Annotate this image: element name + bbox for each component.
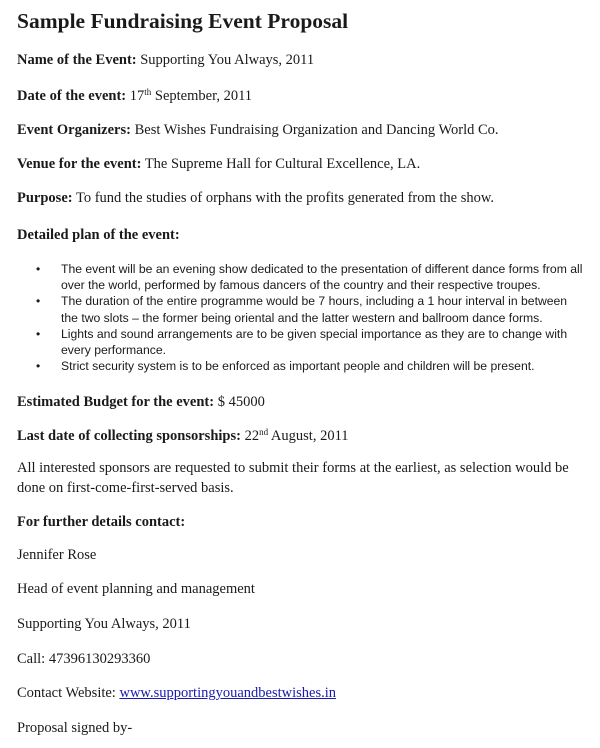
budget-line: [17, 393, 265, 411]
organizers-value: Best Wishes Fundraising Organization and Dancing World Co.: [134, 122, 499, 138]
list-item: [17, 358, 587, 374]
purpose-label: Purpose:: [17, 190, 73, 206]
event-name-label: Name of the Event:: [17, 52, 137, 68]
event-date-day: 17: [129, 88, 145, 104]
contact-role: Head of event planning and management: [17, 581, 255, 597]
bullet-icon: •: [36, 262, 41, 276]
venue-label: Venue for the event:: [17, 156, 142, 172]
contact-phone: Call: 47396130293360: [17, 651, 151, 667]
contact-heading-text: For further details contact:: [17, 514, 186, 530]
sponsor-note: All interested sponsors are requested to submit their forms at the earliest, as selection would be done on first-come-first-served basis.: [17, 460, 569, 496]
signed-by: Proposal signed by-: [17, 720, 133, 736]
event-date-label: Date of the event:: [17, 88, 127, 104]
contact-name: Jennifer Rose: [17, 547, 97, 563]
bullet-icon: •: [36, 294, 41, 309]
purpose-value: To fund the studies of orphans with the profits generated from the show.: [75, 190, 495, 206]
budget-value: $ 45000: [217, 394, 265, 410]
list-item: [17, 261, 587, 293]
page-title: Sample Fundraising Event Proposal: [17, 9, 349, 33]
venue-line: [17, 155, 420, 173]
list-item-text: Strict security system is to be enforced as important people and children will be present.: [61, 359, 535, 374]
plan-list: [17, 261, 587, 374]
sponsorship-date-rest: August, 2011: [270, 428, 349, 444]
website-link[interactable]: www.supportingyouandbestwishes.in: [119, 685, 337, 701]
event-name-value: Supporting You Always, 2011: [140, 52, 315, 68]
website-label: Contact Website:: [17, 685, 116, 701]
organizers-line: [17, 121, 499, 139]
venue-value: The Supreme Hall for Cultural Excellence, LA.: [144, 156, 421, 172]
event-date-line: [17, 87, 252, 105]
event-name-line: [17, 51, 314, 69]
sponsorship-date-label: Last date of collecting sponsorships:: [17, 428, 241, 444]
list-item-text: The event will be an evening show dedicated to the presentation of different dance forms from all over the world, performed by famous dancers of the country and their respective troupes.: [61, 262, 583, 293]
website-line: [17, 684, 336, 702]
bullet-icon: •: [36, 326, 41, 341]
sponsorship-date-day: 22: [244, 428, 260, 444]
budget-label: Estimated Budget for the event:: [17, 394, 215, 410]
organizers-label: Event Organizers:: [17, 122, 131, 138]
contact-org: Supporting You Always, 2011: [17, 616, 191, 632]
plan-heading-text: Detailed plan of the event:: [17, 227, 180, 243]
list-item: [17, 293, 587, 325]
event-date-suffix: th: [144, 87, 152, 97]
list-item: [17, 326, 587, 358]
sponsorship-date-suffix: nd: [259, 427, 269, 437]
event-date-rest: September, 2011: [154, 88, 253, 104]
purpose-line: [17, 189, 494, 207]
contact-heading: [17, 513, 185, 531]
list-item-text: The duration of the entire programme would be 7 hours, including a 1 hour interval in between the two slots – the former being oriental and the latter western and ballroom dance forms.: [61, 294, 568, 325]
plan-heading: [17, 226, 180, 244]
bullet-icon: •: [36, 359, 41, 374]
list-item-text: Lights and sound arrangements are to be given special importance as they are to change with every performance.: [61, 326, 568, 358]
sponsorship-date-line: [17, 427, 349, 445]
